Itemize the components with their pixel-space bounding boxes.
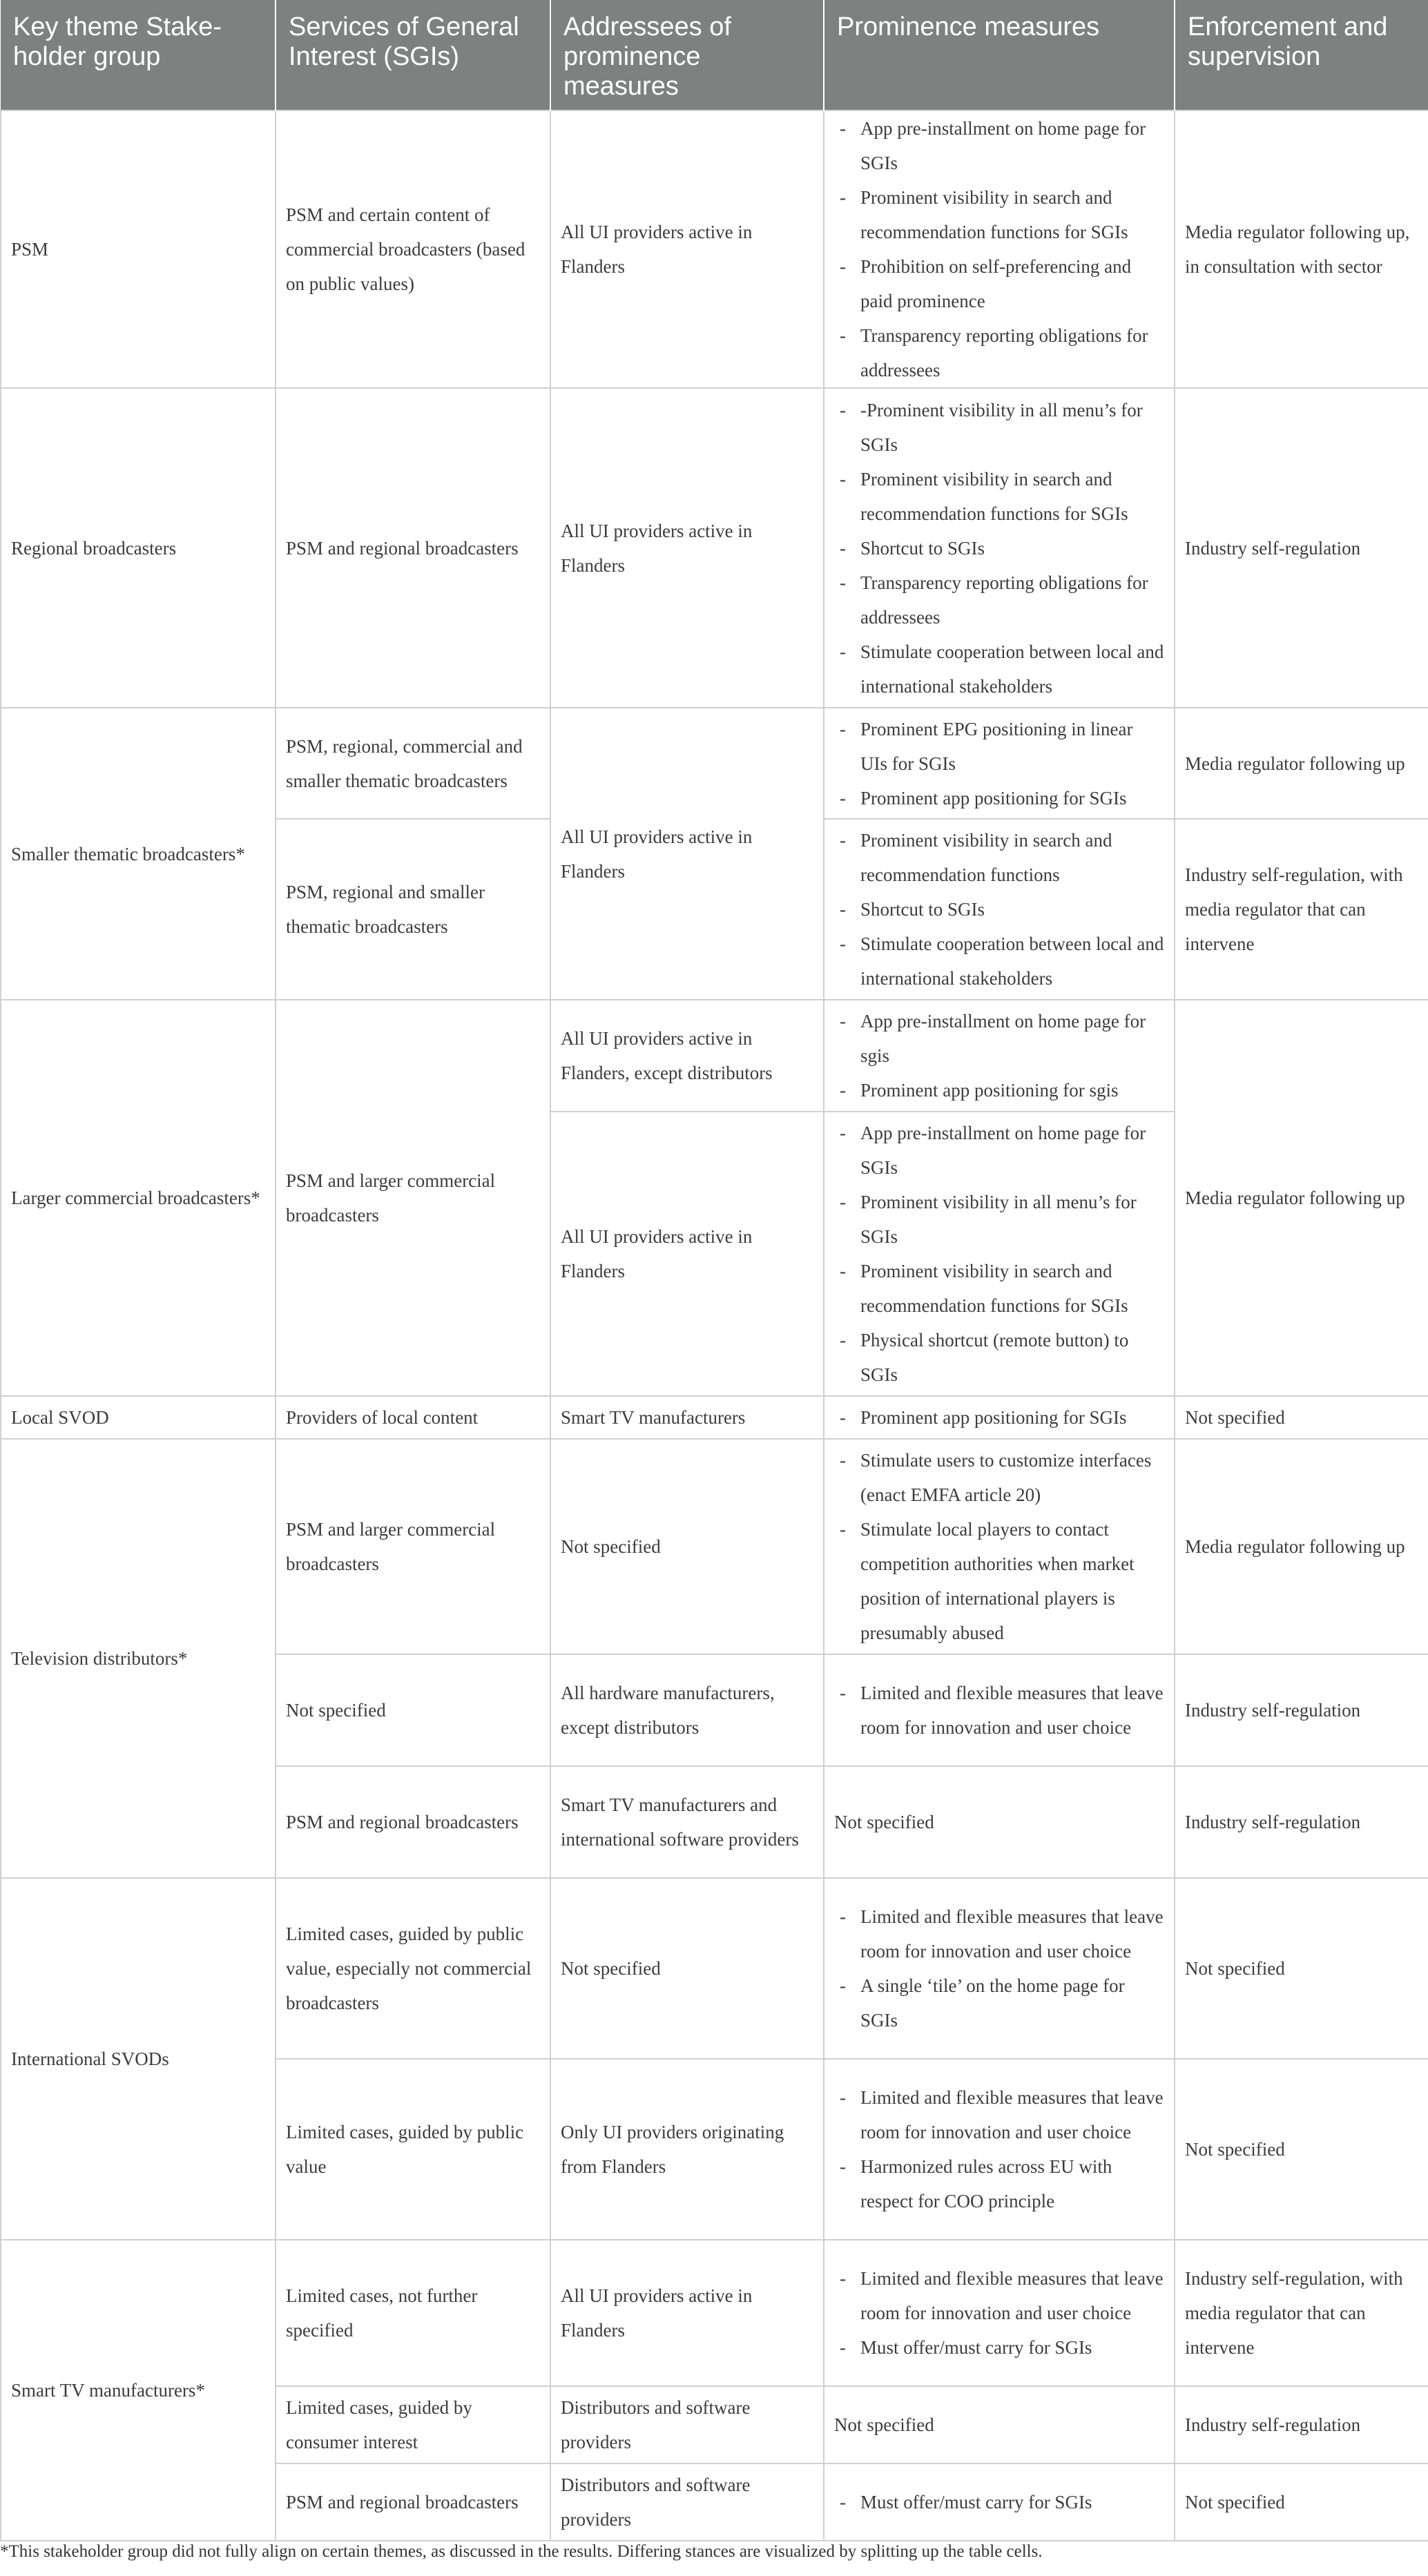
measure-item: - App pre-installment on home page for SGIs: [834, 111, 1164, 180]
sgi-cell: PSM, regional, commercial and smaller thematic broadcasters: [276, 708, 550, 819]
measure-item: - App pre-installment on home page for SGIs: [834, 1116, 1164, 1185]
measures-cell: [824, 388, 1175, 708]
enforcement-cell: Media regulator following up: [1175, 1000, 1428, 1396]
addressees-cell: All UI providers active in Flanders: [550, 708, 824, 1000]
table-row: [1, 1000, 1428, 1112]
sgi-cell: Limited cases, guided by public value: [276, 2059, 550, 2240]
measure-item: - -Prominent visibility in all menu’s for SGIs: [834, 393, 1164, 462]
measures-cell: [824, 1112, 1175, 1396]
header-sgis: Services of General Interest (SGIs): [276, 0, 550, 110]
measure-item: - Transparency reporting obligations for addressees: [834, 565, 1164, 635]
group-name-cell: PSM: [1, 110, 276, 388]
measures-cell: [824, 1878, 1175, 2059]
measures-cell: [824, 1396, 1175, 1439]
measures-cell: [824, 2240, 1175, 2386]
measures-cell: [824, 2463, 1175, 2541]
addressees-cell: All UI providers active in Flanders: [550, 2240, 824, 2386]
group-name-cell: Local SVOD: [1, 1396, 276, 1439]
measure-item: - Prominent visibility in search and recommendation functions for SGIs: [834, 462, 1164, 531]
group-name-cell: Regional broadcasters: [1, 388, 276, 708]
enforcement-cell: Media regulator following up: [1175, 1439, 1428, 1654]
group-name-cell: Larger commercial broadcasters*: [1, 1000, 276, 1396]
measure-item: - Shortcut to SGIs: [834, 531, 1164, 565]
measure-item: - Prohibition on self-preferencing and paid prominence: [834, 249, 1164, 318]
enforcement-cell: Industry self-regulation: [1175, 1766, 1428, 1878]
table-row: [1, 1878, 1428, 2059]
enforcement-cell: Industry self-regulation, with media regulator that can intervene: [1175, 819, 1428, 1000]
sgi-cell: PSM, regional and smaller thematic broadcasters: [276, 819, 550, 1000]
addressees-cell: Distributors and software providers: [550, 2386, 824, 2463]
enforcement-cell: Industry self-regulation, with media regulator that can intervene: [1175, 2240, 1428, 2386]
header-stakeholder-group: Key theme Stake-holder group: [1, 0, 276, 110]
measures-cell: [824, 1000, 1175, 1112]
addressees-cell: Smart TV manufacturers and international software providers: [550, 1766, 824, 1878]
measures-cell: [824, 2059, 1175, 2240]
enforcement-cell: Industry self-regulation: [1175, 2386, 1428, 2463]
sgi-cell: PSM and regional broadcasters: [276, 2463, 550, 2541]
header-enforcement: Enforcement and supervision: [1175, 0, 1428, 110]
table-row: [1, 388, 1428, 708]
measure-item: - Limited and flexible measures that leave room for innovation and user choice: [834, 1676, 1164, 1745]
measures-cell: Not specified: [824, 2386, 1175, 2463]
measures-cell: [824, 1439, 1175, 1654]
addressees-cell: Not specified: [550, 1878, 824, 2059]
enforcement-cell: Not specified: [1175, 2463, 1428, 2541]
measure-item: - Stimulate users to customize interfaces (enact EMFA article 20): [834, 1443, 1164, 1512]
header-row: [1, 0, 1428, 110]
measure-item: - Limited and flexible measures that leave room for innovation and user choice: [834, 2261, 1164, 2330]
table-row: [1, 708, 1428, 819]
measure-item: - Transparency reporting obligations for addressees: [834, 318, 1164, 387]
addressees-cell: Distributors and software providers: [550, 2463, 824, 2541]
table-row: [1, 1439, 1428, 1654]
enforcement-cell: Not specified: [1175, 1878, 1428, 2059]
addressees-cell: Only UI providers originating from Flanders: [550, 2059, 824, 2240]
measure-item: - Prominent EPG positioning in linear UIs for SGIs: [834, 712, 1164, 781]
sgi-cell: PSM and regional broadcasters: [276, 388, 550, 708]
addressees-cell: All UI providers active in Flanders: [550, 388, 824, 708]
sgi-cell: Limited cases, not further specified: [276, 2240, 550, 2386]
addressees-cell: Not specified: [550, 1439, 824, 1654]
measure-item: - Limited and flexible measures that leave room for innovation and user choice: [834, 2080, 1164, 2149]
measures-cell: [824, 708, 1175, 819]
group-name-cell: International SVODs: [1, 1878, 276, 2240]
group-name-cell: Smart TV manufacturers*: [1, 2240, 276, 2541]
measure-item: - Stimulate local players to contact competition authorities when market position of international players is presumably abused: [834, 1512, 1164, 1650]
measure-item: - Prominent app positioning for SGIs: [834, 781, 1164, 815]
sgi-cell: Limited cases, guided by public value, especially not commercial broadcasters: [276, 1878, 550, 2059]
sgi-cell: Not specified: [276, 1654, 550, 1766]
measures-cell: [824, 819, 1175, 1000]
enforcement-cell: Industry self-regulation: [1175, 388, 1428, 708]
measure-item: - Stimulate cooperation between local and international stakeholders: [834, 927, 1164, 996]
measure-item: - Must offer/must carry for SGIs: [834, 2330, 1164, 2365]
table-row: [1, 110, 1428, 388]
measure-item: - App pre-installment on home page for sgis: [834, 1004, 1164, 1073]
measure-item: - Prominent visibility in search and recommendation functions: [834, 823, 1164, 892]
enforcement-cell: Not specified: [1175, 1396, 1428, 1439]
measure-item: - Stimulate cooperation between local and international stakeholders: [834, 635, 1164, 704]
sgi-cell: PSM and larger commercial broadcasters: [276, 1439, 550, 1654]
enforcement-cell: Industry self-regulation: [1175, 1654, 1428, 1766]
measure-item: - Prominent visibility in search and recommendation functions for SGIs: [834, 180, 1164, 249]
measure-item: - Limited and flexible measures that leave room for innovation and user choice: [834, 1899, 1164, 1968]
sgi-cell: Limited cases, guided by consumer interest: [276, 2386, 550, 2463]
sgi-cell: PSM and regional broadcasters: [276, 1766, 550, 1878]
addressees-cell: All UI providers active in Flanders, except distributors: [550, 1000, 824, 1112]
sgi-cell: PSM and larger commercial broadcasters: [276, 1000, 550, 1396]
table-row: [1, 2240, 1428, 2386]
group-name-cell: Television distributors*: [1, 1439, 276, 1878]
sgi-cell: PSM and certain content of commercial broadcasters (based on public values): [276, 110, 550, 388]
header-addressees: Addressees of prominence measures: [550, 0, 824, 110]
measure-item: - Prominent visibility in all menu’s for SGIs: [834, 1185, 1164, 1254]
addressees-cell: All UI providers active in Flanders: [550, 110, 824, 388]
measures-cell: [824, 1654, 1175, 1766]
measure-item: - Prominent app positioning for SGIs: [834, 1400, 1164, 1435]
addressees-cell: All hardware manufacturers, except distributors: [550, 1654, 824, 1766]
measure-item: - Harmonized rules across EU with respect for COO principle: [834, 2149, 1164, 2218]
addressees-cell: All UI providers active in Flanders: [550, 1112, 824, 1396]
measures-cell: [824, 110, 1175, 388]
enforcement-cell: Not specified: [1175, 2059, 1428, 2240]
enforcement-cell: Media regulator following up, in consultation with sector: [1175, 110, 1428, 388]
measure-item: - Shortcut to SGIs: [834, 892, 1164, 927]
sgi-cell: Providers of local content: [276, 1396, 550, 1439]
measure-item: - A single ‘tile’ on the home page for SGIs: [834, 1968, 1164, 2037]
addressees-cell: Smart TV manufacturers: [550, 1396, 824, 1439]
table-footnote: *This stakeholder group did not fully align on certain themes, as discussed in the results. Differing stances are visualized by splitting up the table cells.: [0, 2542, 1043, 2561]
measure-item: - Physical shortcut (remote button) to SGIs: [834, 1323, 1164, 1392]
measure-item: - Prominent visibility in search and recommendation functions for SGIs: [834, 1254, 1164, 1323]
measure-item: - Must offer/must carry for SGIs: [834, 2485, 1164, 2519]
header-prominence-measures: Prominence measures: [824, 0, 1175, 110]
measure-item: - Prominent app positioning for sgis: [834, 1073, 1164, 1107]
enforcement-cell: Media regulator following up: [1175, 708, 1428, 819]
measures-cell: Not specified: [824, 1766, 1175, 1878]
table-row: [1, 1396, 1428, 1439]
group-name-cell: Smaller thematic broadcasters*: [1, 708, 276, 1000]
